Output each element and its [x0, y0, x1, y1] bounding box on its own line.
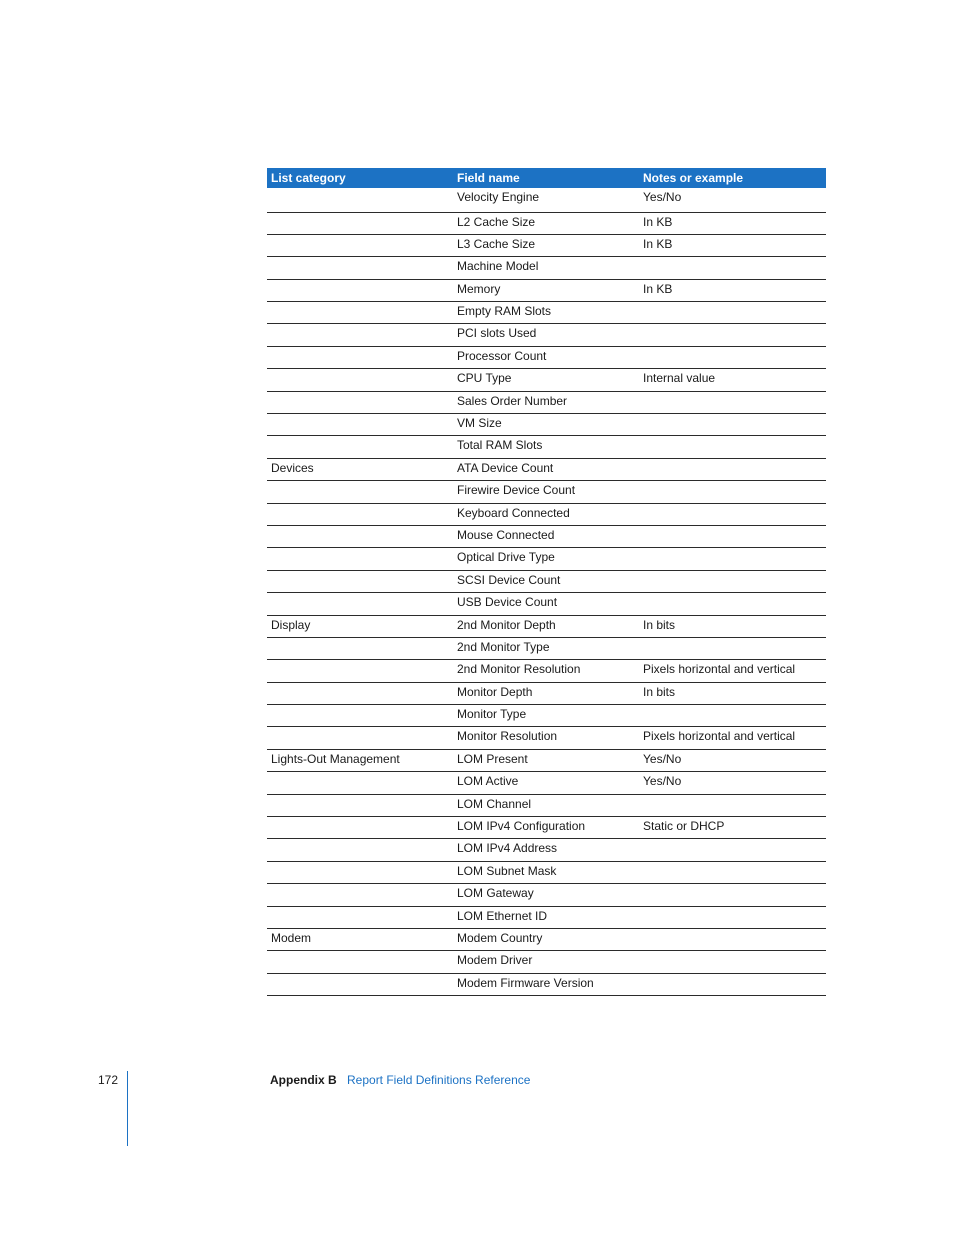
table-row [267, 884, 826, 906]
cell-field-name: VM Size [453, 414, 639, 436]
cell-field-name: Optical Drive Type [453, 548, 639, 570]
cell-list-category: Display [267, 615, 453, 637]
cell-list-category: Lights-Out Management [267, 749, 453, 771]
table-row [267, 772, 826, 794]
cell-notes: Yes/No [639, 188, 826, 212]
table-row [267, 414, 826, 436]
cell-list-category [267, 794, 453, 816]
cell-list-category [267, 503, 453, 525]
cell-field-name: Keyboard Connected [453, 503, 639, 525]
cell-field-name: Monitor Type [453, 705, 639, 727]
cell-list-category [267, 906, 453, 928]
table-row [267, 257, 826, 279]
cell-field-name: Memory [453, 279, 639, 301]
cell-notes [639, 973, 826, 995]
cell-list-category [267, 302, 453, 324]
cell-notes [639, 391, 826, 413]
cell-field-name: LOM IPv4 Address [453, 839, 639, 861]
cell-notes [639, 458, 826, 480]
section-title-link[interactable]: Report Field Definitions Reference [347, 1073, 531, 1087]
table-row [267, 951, 826, 973]
cell-notes [639, 414, 826, 436]
cell-field-name: L3 Cache Size [453, 234, 639, 256]
cell-field-name: L2 Cache Size [453, 212, 639, 234]
table-row [267, 188, 826, 212]
table-row [267, 794, 826, 816]
cell-list-category [267, 951, 453, 973]
cell-field-name: Modem Firmware Version [453, 973, 639, 995]
cell-list-category [267, 884, 453, 906]
cell-field-name: Firewire Device Count [453, 481, 639, 503]
cell-notes [639, 302, 826, 324]
table-row [267, 705, 826, 727]
cell-list-category [267, 257, 453, 279]
cell-notes: In KB [639, 212, 826, 234]
cell-field-name: 2nd Monitor Type [453, 637, 639, 659]
cell-notes [639, 637, 826, 659]
table-row [267, 436, 826, 458]
table-row [267, 548, 826, 570]
cell-notes: Yes/No [639, 772, 826, 794]
cell-list-category [267, 369, 453, 391]
cell-list-category: Devices [267, 458, 453, 480]
table-row [267, 302, 826, 324]
table-row [267, 346, 826, 368]
cell-notes: Pixels horizontal and vertical [639, 727, 826, 749]
cell-field-name: LOM Ethernet ID [453, 906, 639, 928]
table-row [267, 727, 826, 749]
table-row [267, 212, 826, 234]
cell-list-category [267, 414, 453, 436]
table-row [267, 279, 826, 301]
cell-notes [639, 593, 826, 615]
cell-list-category [267, 324, 453, 346]
table-row [267, 637, 826, 659]
cell-notes: In bits [639, 682, 826, 704]
table-row [267, 660, 826, 682]
cell-list-category [267, 839, 453, 861]
cell-list-category [267, 525, 453, 547]
cell-field-name: CPU Type [453, 369, 639, 391]
appendix-label: Appendix B [270, 1073, 337, 1087]
cell-list-category [267, 772, 453, 794]
table-row [267, 615, 826, 637]
cell-notes [639, 324, 826, 346]
cell-list-category [267, 436, 453, 458]
table-row [267, 525, 826, 547]
table-row [267, 861, 826, 883]
cell-notes [639, 503, 826, 525]
cell-list-category [267, 861, 453, 883]
cell-notes: Pixels horizontal and vertical [639, 660, 826, 682]
cell-field-name: LOM Present [453, 749, 639, 771]
cell-notes [639, 794, 826, 816]
cell-field-name: Total RAM Slots [453, 436, 639, 458]
cell-field-name: LOM Channel [453, 794, 639, 816]
table-row [267, 839, 826, 861]
header-list-category: List category [267, 168, 453, 188]
cell-notes [639, 481, 826, 503]
table-row [267, 593, 826, 615]
cell-notes [639, 906, 826, 928]
cell-list-category [267, 973, 453, 995]
cell-list-category [267, 727, 453, 749]
table-row [267, 458, 826, 480]
cell-list-category [267, 481, 453, 503]
cell-notes: In KB [639, 234, 826, 256]
cell-notes: In KB [639, 279, 826, 301]
cell-notes: Yes/No [639, 749, 826, 771]
table-row [267, 503, 826, 525]
cell-notes [639, 839, 826, 861]
table-row [267, 973, 826, 995]
cell-field-name: ATA Device Count [453, 458, 639, 480]
table-body [267, 188, 826, 996]
header-field-name: Field name [453, 168, 639, 188]
cell-list-category [267, 660, 453, 682]
cell-list-category [267, 637, 453, 659]
cell-field-name: USB Device Count [453, 593, 639, 615]
footer-divider [127, 1071, 128, 1146]
cell-notes [639, 951, 826, 973]
cell-field-name: LOM IPv4 Configuration [453, 817, 639, 839]
report-field-table [267, 168, 826, 996]
table-row [267, 570, 826, 592]
cell-list-category [267, 548, 453, 570]
cell-list-category [267, 391, 453, 413]
cell-field-name: Velocity Engine [453, 188, 639, 212]
cell-field-name: Modem Country [453, 929, 639, 951]
cell-notes [639, 257, 826, 279]
cell-list-category [267, 593, 453, 615]
cell-notes [639, 861, 826, 883]
cell-list-category [267, 817, 453, 839]
cell-field-name: Mouse Connected [453, 525, 639, 547]
cell-notes [639, 525, 826, 547]
table-row [267, 749, 826, 771]
cell-notes [639, 570, 826, 592]
cell-notes: Static or DHCP [639, 817, 826, 839]
cell-field-name: PCI slots Used [453, 324, 639, 346]
table-header [267, 168, 826, 188]
cell-field-name: LOM Gateway [453, 884, 639, 906]
table-header-row [267, 168, 826, 188]
table-row [267, 234, 826, 256]
cell-field-name: Monitor Depth [453, 682, 639, 704]
table-row [267, 391, 826, 413]
cell-list-category [267, 188, 453, 212]
cell-notes [639, 548, 826, 570]
cell-field-name: Modem Driver [453, 951, 639, 973]
table-row [267, 682, 826, 704]
cell-list-category [267, 570, 453, 592]
table-row [267, 481, 826, 503]
cell-list-category [267, 279, 453, 301]
cell-list-category: Modem [267, 929, 453, 951]
cell-notes [639, 436, 826, 458]
table-row [267, 369, 826, 391]
cell-field-name: Processor Count [453, 346, 639, 368]
cell-notes [639, 929, 826, 951]
cell-notes [639, 884, 826, 906]
cell-list-category [267, 212, 453, 234]
cell-notes: Internal value [639, 369, 826, 391]
page-number: 172 [98, 1073, 119, 1087]
table-row [267, 817, 826, 839]
cell-field-name: Monitor Resolution [453, 727, 639, 749]
cell-field-name: Machine Model [453, 257, 639, 279]
header-notes-or-example: Notes or example [639, 168, 826, 188]
cell-notes: In bits [639, 615, 826, 637]
cell-notes [639, 346, 826, 368]
cell-list-category [267, 346, 453, 368]
cell-field-name: Empty RAM Slots [453, 302, 639, 324]
cell-notes [639, 705, 826, 727]
cell-field-name: SCSI Device Count [453, 570, 639, 592]
cell-field-name: LOM Subnet Mask [453, 861, 639, 883]
table-row [267, 929, 826, 951]
cell-field-name: 2nd Monitor Depth [453, 615, 639, 637]
cell-list-category [267, 705, 453, 727]
cell-field-name: 2nd Monitor Resolution [453, 660, 639, 682]
cell-field-name: Sales Order Number [453, 391, 639, 413]
cell-field-name: LOM Active [453, 772, 639, 794]
table-row [267, 906, 826, 928]
cell-list-category [267, 682, 453, 704]
cell-list-category [267, 234, 453, 256]
table-row [267, 324, 826, 346]
